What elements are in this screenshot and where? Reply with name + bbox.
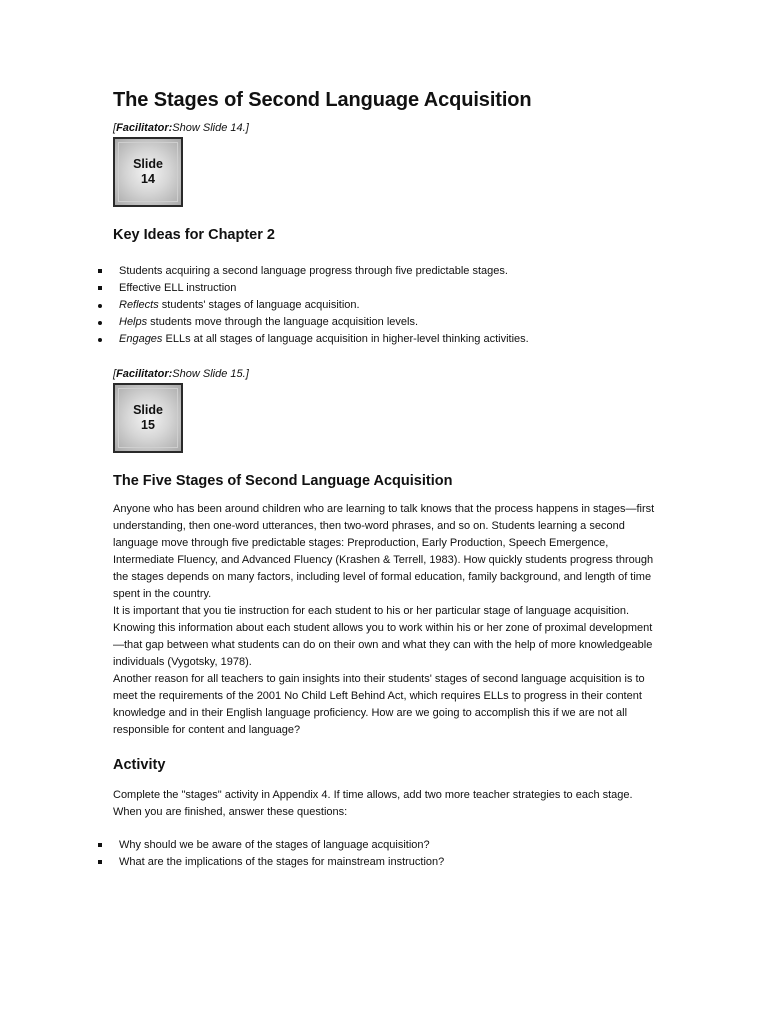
item-emphasis: Engages: [119, 333, 163, 345]
paragraph: Complete the "stages" activity in Appendix 4. If time allows, add two more teacher strategies to each stage. When you are finished, answer these questions:: [113, 789, 633, 818]
slide-label: Slide: [133, 157, 163, 171]
slide-number: 14: [141, 172, 155, 186]
item-emphasis: Helps: [119, 316, 148, 328]
item-text: Students acquiring a second language progress through five predictable stages.: [119, 265, 508, 277]
slide-number: 15: [141, 418, 155, 432]
item-text: ELLs at all stages of language acquisition in higher-level thinking activities.: [162, 333, 529, 345]
key-ideas-heading: Key Ideas for Chapter 2: [113, 227, 275, 243]
activity-questions-list: [96, 837, 444, 871]
paragraph: Anyone who has been around children who are learning to talk knows that the process happens in stages—first understanding, then one-word utterances, then two-word phrases, and so on. Students learning a second language move through five predictable stages: Preproduction, Early Production, Speech Emergence, Intermediate Fluency, and Advanced Fluency (Krashen & Terrell, 1983). How quickly students progress through the stages depends on many factors, including level of formal education, family background, and length of time spent in the country.: [113, 503, 655, 600]
five-stages-body: [113, 501, 658, 739]
slide-14-icon: [113, 137, 183, 207]
item-text: students move through the language acquisition levels.: [147, 316, 419, 328]
facilitator-text: Show Slide 14.: [172, 122, 246, 134]
list-item: [96, 314, 529, 331]
five-stages-heading: The Five Stages of Second Language Acquisition: [113, 473, 453, 489]
key-ideas-list: [96, 263, 529, 348]
bracket-close: ]: [245, 368, 249, 380]
list-item: [96, 263, 529, 280]
bracket-open: [: [113, 122, 117, 134]
slide-label: Slide: [133, 403, 163, 417]
page-title: The Stages of Second Language Acquisition: [113, 89, 532, 111]
activity-text: [113, 787, 658, 821]
slide-15-icon: [113, 383, 183, 453]
bracket-open: [: [113, 368, 117, 380]
paragraph: Another reason for all teachers to gain insights into their students' stages of second language acquisition is to meet the requirements of the 2001 No Child Left Behind Act, which requires ELLs to progress in their content knowledge and in their English language proficiency. How are we going to accomplish this if we are not all responsible for content and language?: [113, 673, 645, 736]
paragraph: It is important that you tie instruction for each student to his or her particular stage of language acquisition. Knowing this information about each student allows you to work within his or her zone of proximal development—that gap between what students can do on their own and what they can with the help of more knowledgeable individuals (Vygotsky, 1978).: [113, 605, 653, 668]
question-text: Why should we be aware of the stages of language acquisition?: [119, 839, 430, 851]
list-item: [96, 837, 444, 854]
list-item: [96, 854, 444, 871]
activity-heading: Activity: [113, 757, 166, 773]
item-text: students' stages of language acquisition.: [158, 299, 360, 311]
question-text: What are the implications of the stages for mainstream instruction?: [119, 856, 445, 868]
facilitator-note-1: [113, 122, 249, 134]
item-emphasis: Reflects: [119, 299, 159, 311]
facilitator-label: Facilitator:: [116, 122, 173, 134]
item-text: Effective ELL instruction: [119, 282, 237, 294]
list-item: [96, 280, 529, 297]
facilitator-note-2: [113, 368, 249, 380]
bracket-close: ]: [245, 122, 249, 134]
list-item: [96, 297, 529, 314]
list-item: [96, 331, 529, 348]
facilitator-text: Show Slide 15.: [172, 368, 246, 380]
facilitator-label: Facilitator:: [116, 368, 173, 380]
